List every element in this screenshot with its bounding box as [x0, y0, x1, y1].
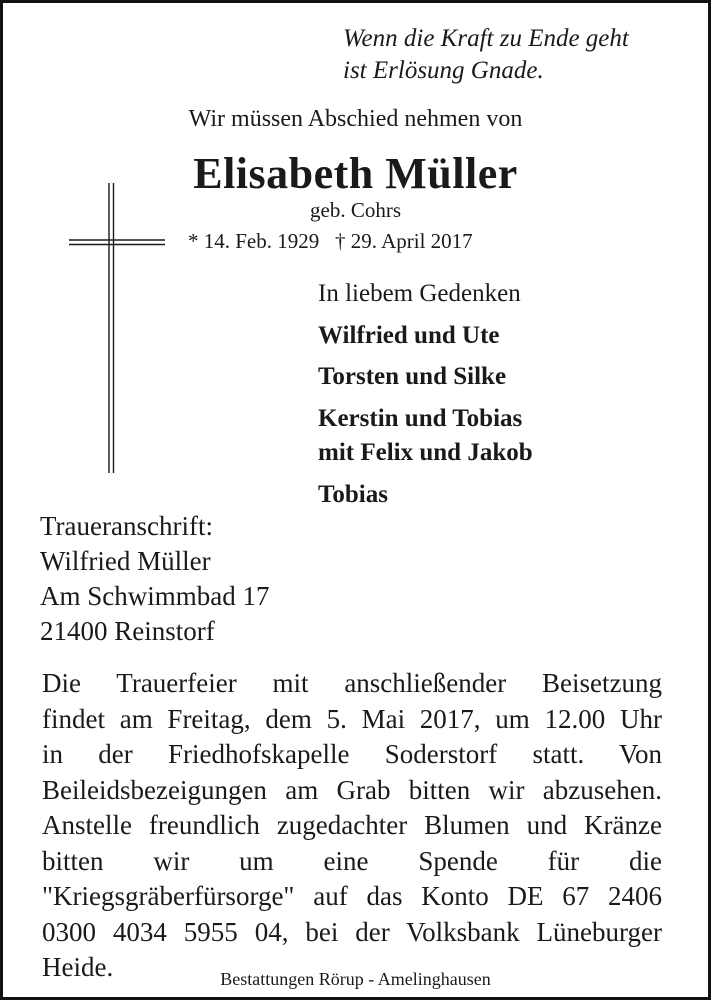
announcement-line: Heide.	[42, 952, 114, 982]
announcement-line: 0300 4034 5955 04, bei der Volksbank Lüneburger	[42, 916, 662, 947]
funeral-home-footer: Bestattungen Rörup - Amelinghausen	[220, 969, 491, 989]
address-city: 21400 Reinstorf	[40, 616, 215, 646]
address-street: Am Schwimmbad 17	[40, 581, 270, 611]
motto-line-2: ist Erlösung Gnade.	[343, 57, 544, 84]
family-line: Kerstin und Tobias	[318, 405, 523, 432]
maiden-name: geb. Cohrs	[310, 198, 401, 222]
intro-text: Wir müssen Abschied nehmen von	[188, 106, 523, 132]
announcement-line: Die Trauerfeier mit anschließender Beisetzung	[42, 668, 662, 698]
announcement-line: findet am Freitag, dem 5. Mai 2017, um 12.00 Uhr	[42, 703, 662, 734]
announcement-text	[42, 666, 662, 986]
life-dates: * 14. Feb. 1929 † 29. April 2017	[188, 229, 473, 253]
motto	[343, 23, 629, 87]
family-line: mit Felix und Jakob	[318, 439, 533, 466]
mourning-address	[40, 509, 270, 649]
announcement-line: Anstelle freundlich zugedachter Blumen und Kränze	[42, 810, 662, 840]
address-label: Traueranschrift:	[40, 511, 213, 541]
announcement-line: bitten wir um eine Spende für die	[42, 845, 662, 876]
deceased-name: Elisabeth Müller	[193, 149, 518, 198]
address-name: Wilfried Müller	[40, 546, 211, 576]
motto-line-1: Wenn die Kraft zu Ende geht	[343, 25, 629, 52]
family-line: Torsten und Silke	[318, 363, 507, 390]
announcement-line: "Kriegsgräberfürsorge" auf das Konto DE 67 2406	[42, 881, 662, 911]
memory-heading: In liebem Gedenken	[318, 280, 521, 307]
announcement-line: Beileidsbezeigungen am Grab bitten wir abzusehen.	[42, 774, 662, 805]
family-line: Wilfried und Ute	[318, 322, 500, 349]
cross-icon	[69, 183, 169, 473]
family-line: Tobias	[318, 481, 388, 508]
announcement-line: in der Friedhofskapelle Soderstorf statt. Von	[42, 739, 662, 769]
